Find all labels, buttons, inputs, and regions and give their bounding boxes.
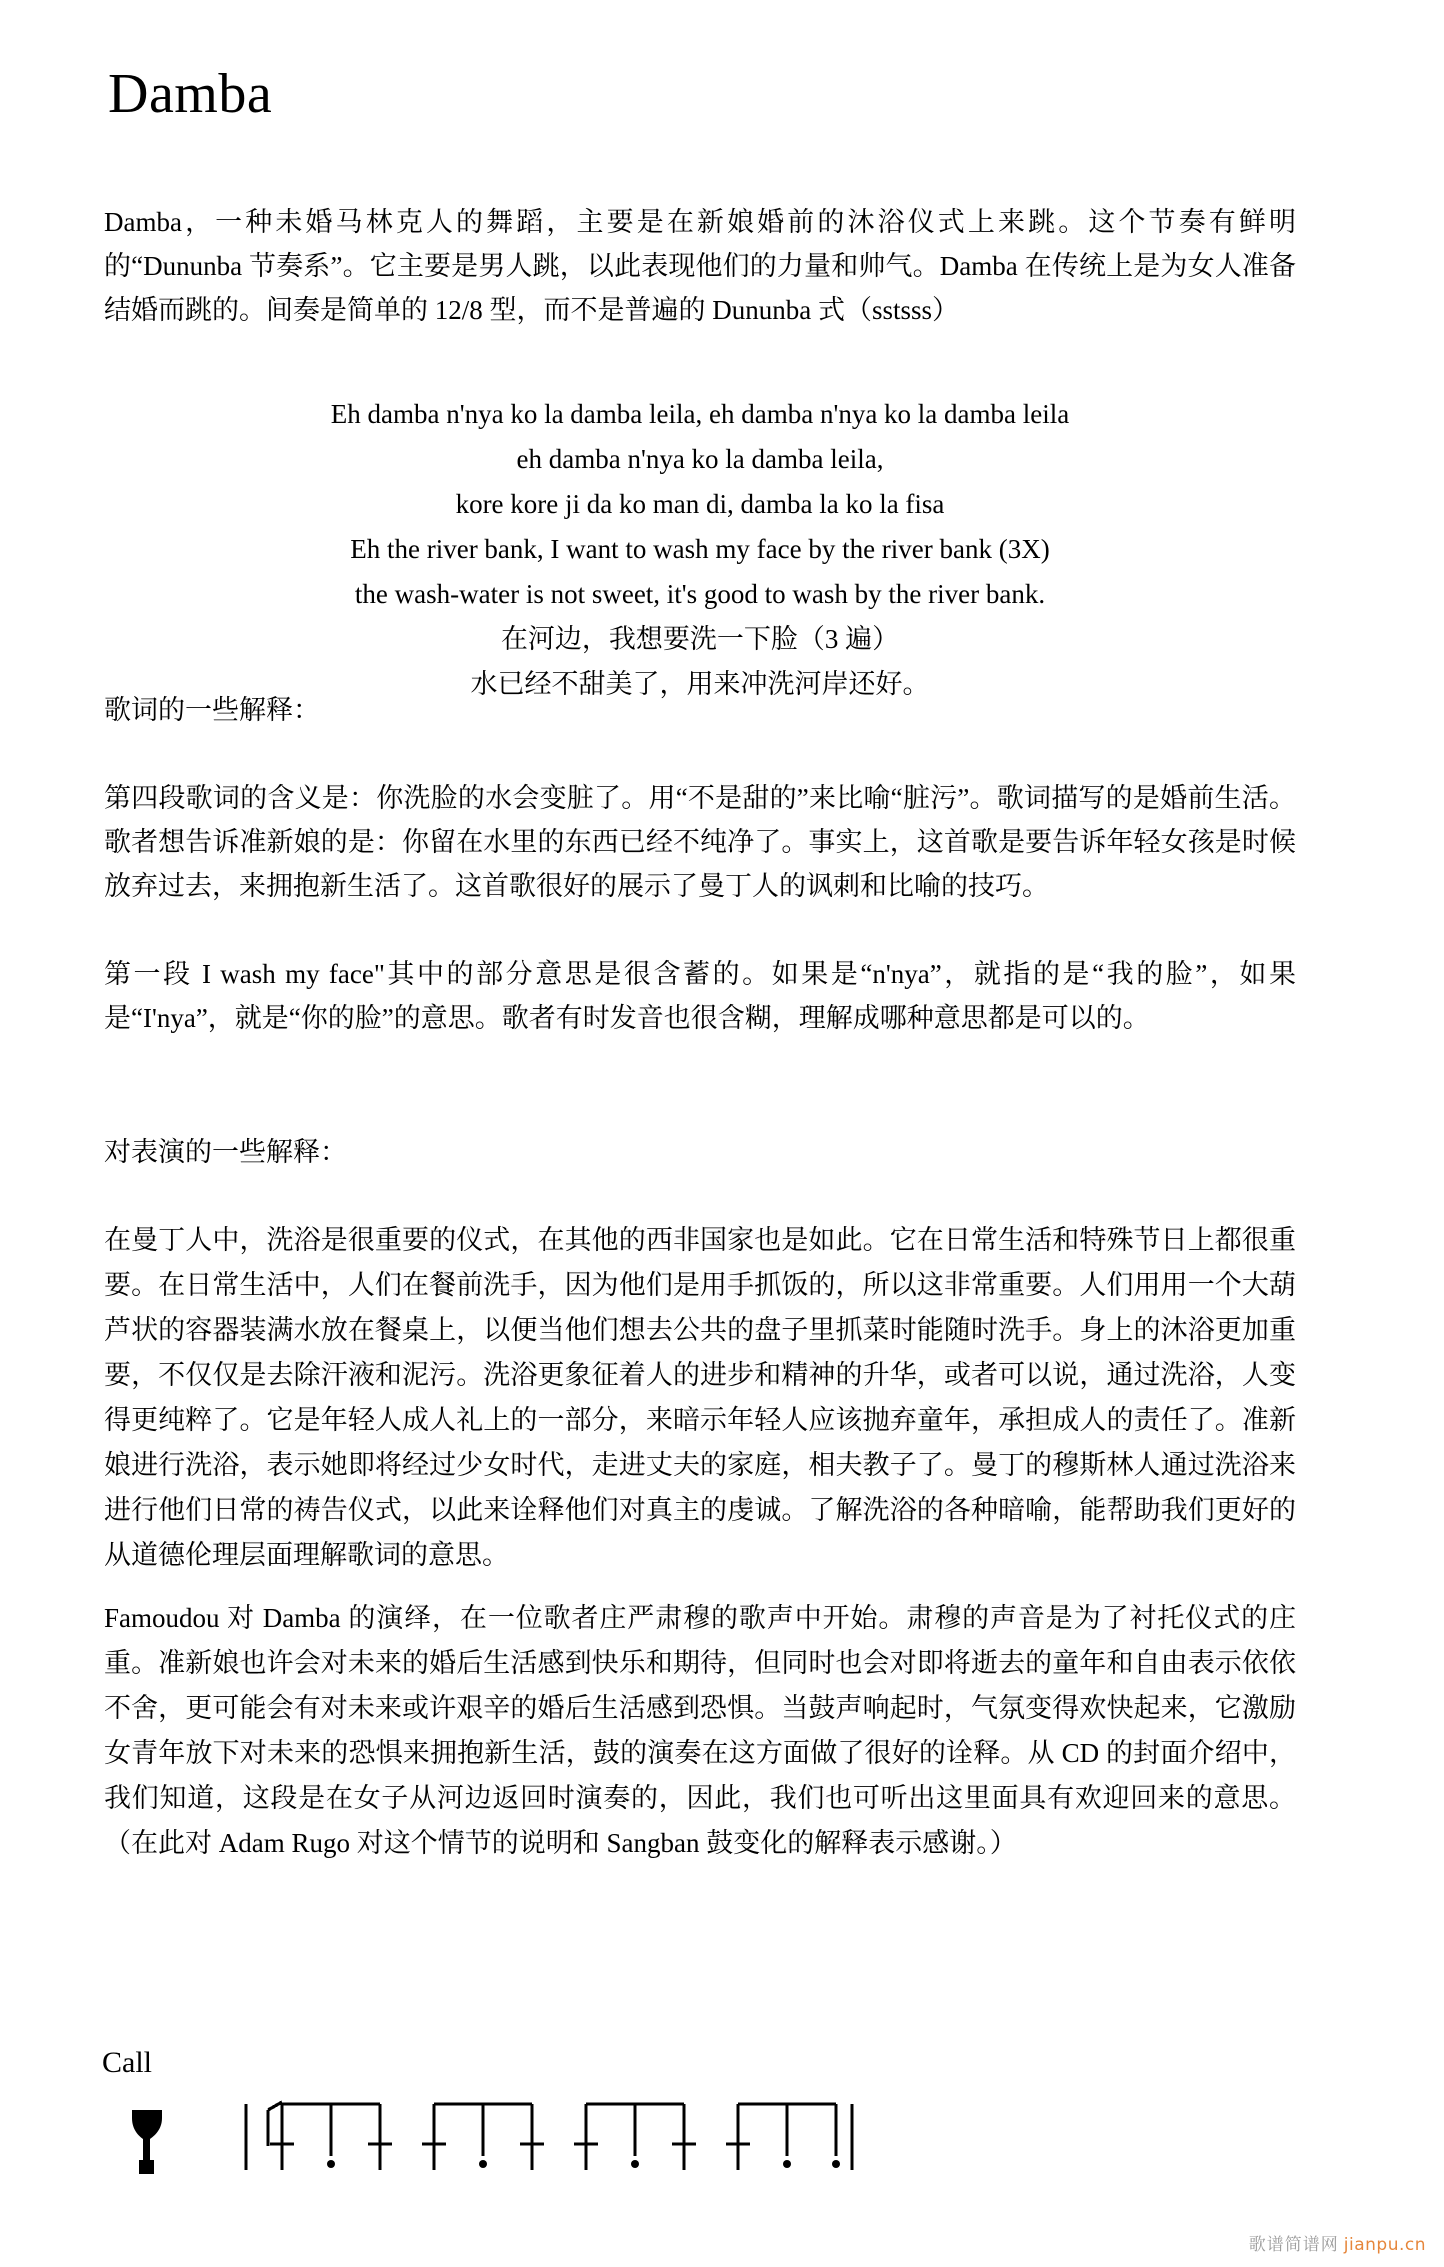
lyrics-notes-para-1-wrap xyxy=(104,776,1296,908)
site-watermark xyxy=(1249,2230,1426,2255)
notation-dot xyxy=(832,2160,840,2168)
notation-section xyxy=(100,2046,860,2236)
watermark-en-text: jianpu.cn xyxy=(1343,2235,1426,2255)
watermark-cn-text: 歌谱简谱网 xyxy=(1248,2235,1339,2255)
djembe-drum-icon xyxy=(126,2108,168,2180)
lyrics-line: the wash-water is not sweet, it's good to wash by the river bank. xyxy=(354,579,1046,609)
lyrics-notes-heading: 歌词的一些解释： xyxy=(104,695,320,725)
intro-section xyxy=(104,200,1296,332)
notation-dot xyxy=(327,2160,335,2168)
lyrics-line: 在河边，我想要洗一下脸（3 遍） xyxy=(500,624,900,654)
lyrics-notes-paragraph-2: 第一段 I wash my face"其中的部分意思是很含蓄的。如果是“n'nya”，就指的是“我的脸”，如果是“I'nya”，就是“你的脸”的意思。歌者有时发音也很含糊，理解成哪种意思都是可以的。 xyxy=(104,959,1296,1033)
notation-measure xyxy=(726,2104,836,2170)
performance-notes-heading-wrap xyxy=(104,1130,1296,1174)
performance-notes-paragraph-2: Famoudou 对 Damba 的演绎，在一位歌者庄严肃穆的歌声中开始。肃穆的声音是为了衬托仪式的庄重。准新娘也许会对未来的婚后生活感到快乐和期待，但同时也会对即将逝去的童年和自由表示依依不舍，更可能会有对未来或许艰辛的婚后生活感到恐惧。当鼓声响起时，气氛变得欢快起来，它激励女青年放下对未来的恐惧来拥抱新生活，鼓的演奏在这方面做了很好的诠释。从 CD 的封面介绍中，我们知道，这段是在女子从河边返回时演奏的，因此，我们也可听出这里面具有欢迎回来的意思。（在此对 Adam Rugo 对这个情节的说明和 Sangban 鼓变化的解释表示感谢。） xyxy=(104,1603,1296,1858)
performance-notes-para-1-wrap xyxy=(104,1218,1296,1578)
performance-notes-para-2-wrap xyxy=(104,1596,1296,1866)
notation-dot xyxy=(479,2160,487,2168)
lyrics-notes-paragraph-1: 第四段歌词的含义是：你洗脸的水会变脏了。用“不是甜的”来比喻“脏污”。歌词描写的是婚前生活。歌者想告诉准新娘的是：你留在水里的东西已经不纯净了。事实上，这首歌是要告诉年轻女孩是时候放弃过去，来拥抱新生活了。这首歌很好的展示了曼丁人的讽刺和比喻的技巧。 xyxy=(104,783,1296,901)
lyrics-line: Eh the river bank, I want to wash my face by the river bank (3X) xyxy=(350,534,1050,564)
lyrics-notes-para-2-wrap xyxy=(104,952,1296,1040)
performance-notes-paragraph-1: 在曼丁人中，洗浴是很重要的仪式，在其他的西非国家也是如此。它在日常生活和特殊节日上都很重要。在日常生活中，人们在餐前洗手，因为他们是用手抓饭的，所以这非常重要。人们用用一个大葫芦状的容器装满水放在餐桌上，以便当他们想去公共的盘子里抓菜时能随时洗手。身上的沐浴更加重要，不仅仅是去除汗液和泥污。洗浴更象征着人的进步和精神的升华，或者可以说，通过洗浴，人变得更纯粹了。它是年轻人成人礼上的一部分，来暗示年轻人应该抛弃童年，承担成人的责任了。准新娘进行洗浴，表示她即将经过少女时代，走进丈夫的家庭，相夫教子了。曼丁的穆斯林人通过洗浴来进行他们日常的祷告仪式，以此来诠释他们对真主的虔诚。了解洗浴的各种暗喻，能帮助我们更好的从道德伦理层面理解歌词的意思。 xyxy=(104,1225,1296,1570)
lyrics-line: kore kore ji da ko man di, damba la ko la fisa xyxy=(455,489,945,519)
lyrics-notes-heading-wrap xyxy=(104,688,1296,732)
page-title: Damba xyxy=(108,62,273,125)
lyrics-lines xyxy=(104,392,1296,707)
performance-notes-heading: 对表演的一些解释： xyxy=(104,1137,347,1167)
lyrics-block xyxy=(104,392,1296,707)
lyrics-line: Eh damba n'nya ko la damba leila, eh damba n'nya ko la damba leila xyxy=(330,399,1070,429)
lyrics-line: 水已经不甜美了，用来冲洗河岸还好。 xyxy=(470,669,930,699)
lyrics-line: eh damba n'nya ko la damba leila, xyxy=(516,444,884,474)
notation-call-label: Call xyxy=(102,2046,152,2079)
notation-dot xyxy=(631,2160,639,2168)
notation-measure xyxy=(268,2102,392,2170)
notation-dot xyxy=(783,2160,791,2168)
rhythm-notation-staff xyxy=(240,2098,860,2194)
intro-paragraph: Damba，一种未婚马林克人的舞蹈，主要是在新娘婚前的沐浴仪式上来跳。这个节奏有鲜明的“Dununba 节奏系”。它主要是男人跳，以此表现他们的力量和帅气。Damba 在传统上是为女人准备结婚而跳的。间奏是简单的 12/8 型，而不是普遍的 Dununba 式（sstsss） xyxy=(104,207,1296,325)
